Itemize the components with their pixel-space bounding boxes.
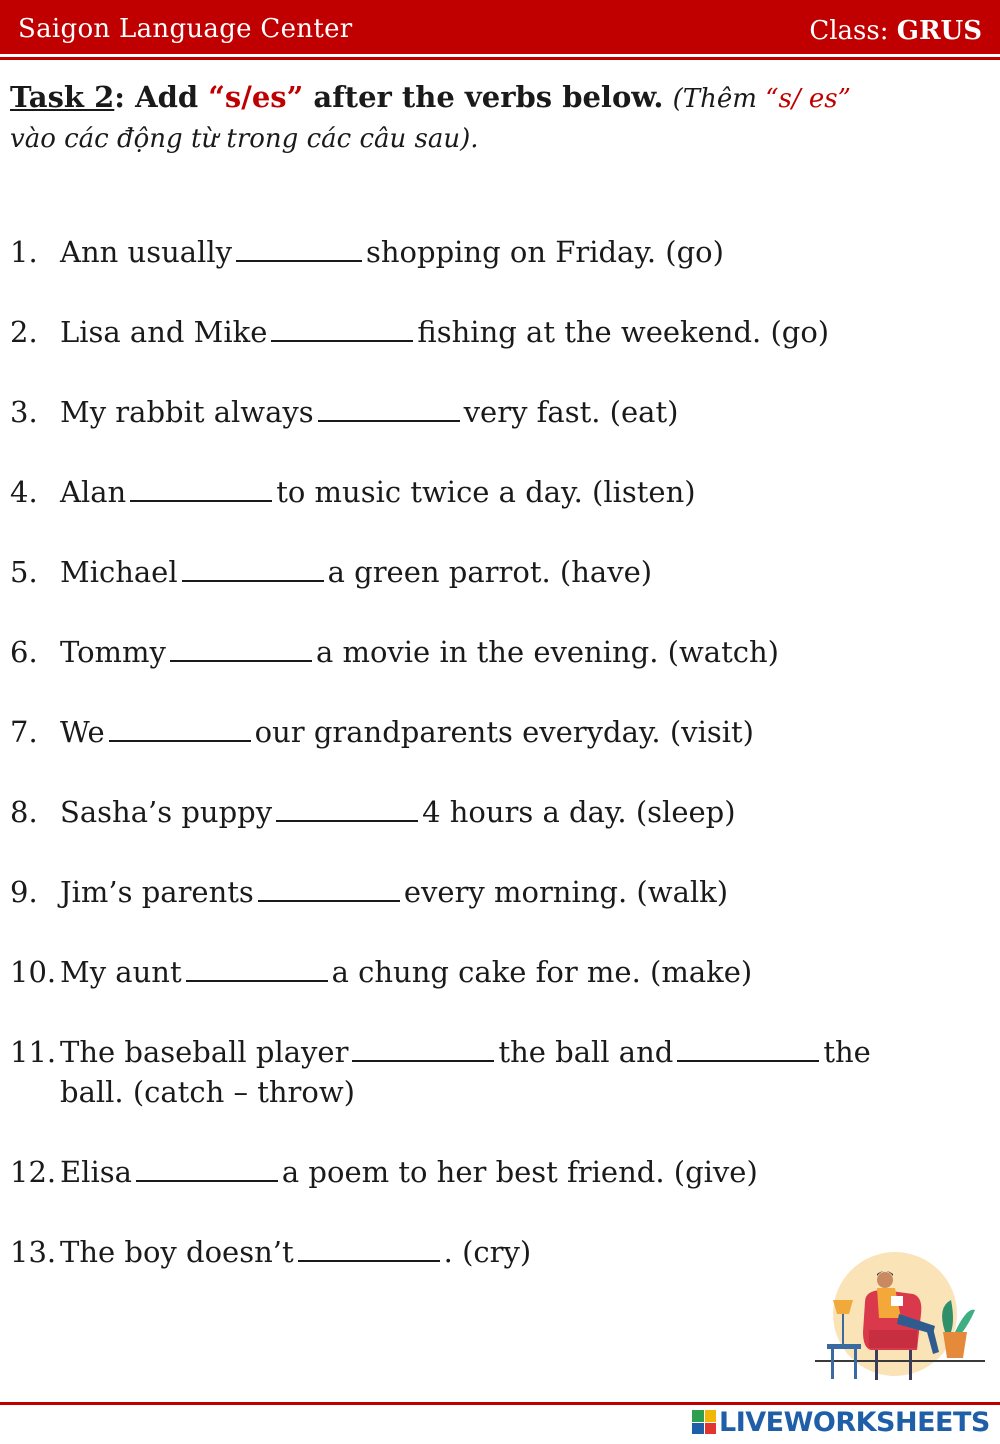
question-number: 8.	[10, 795, 38, 829]
answer-blank[interactable]	[130, 476, 272, 502]
question-number: 11.	[10, 1035, 57, 1069]
question-number: 5.	[10, 555, 38, 589]
answer-blank[interactable]	[109, 716, 251, 742]
question-1	[10, 232, 980, 272]
answer-blank[interactable]	[298, 1236, 440, 1262]
question-text-after: a poem to her best friend. (give)	[281, 1155, 758, 1189]
liveworksheets-logo[interactable]	[692, 1406, 990, 1438]
class-name: GRUS	[896, 16, 982, 46]
question-text-before: Jim’s parents	[60, 875, 254, 909]
task-title	[10, 80, 663, 114]
question-number: 12.	[10, 1155, 57, 1189]
question-3	[10, 392, 980, 432]
question-text-after: the	[823, 1035, 871, 1069]
task-instructions	[10, 78, 985, 158]
question-text-before: Lisa and Mike	[60, 315, 268, 349]
question-12	[10, 1152, 980, 1192]
question-2	[10, 312, 980, 352]
question-text-after: a movie in the evening. (watch)	[315, 635, 779, 669]
header-divider	[0, 57, 1000, 60]
reading-person-illustration	[805, 1252, 985, 1387]
question-number: 2.	[10, 315, 38, 349]
answer-blank[interactable]	[276, 796, 418, 822]
question-text-after: every morning. (walk)	[403, 875, 729, 909]
question-text-after: to music twice a day. (listen)	[276, 475, 696, 509]
answer-blank[interactable]	[136, 1156, 278, 1182]
question-text-before: Tommy	[60, 635, 166, 669]
question-number: 3.	[10, 395, 38, 429]
question-text-before: Michael	[60, 555, 178, 589]
answer-blank[interactable]	[352, 1036, 494, 1062]
task-title-a: : Add	[114, 80, 209, 114]
question-number: 7.	[10, 715, 38, 749]
question-text-before: My aunt	[60, 955, 182, 989]
question-text-before: The boy doesn’t	[60, 1235, 294, 1269]
question-text-before: My rabbit always	[60, 395, 314, 429]
question-text-after: shopping on Friday. (go)	[365, 235, 724, 269]
question-text-after: a green parrot. (have)	[327, 555, 653, 589]
question-text-before: The baseball player	[60, 1035, 349, 1069]
question-number: 4.	[10, 475, 38, 509]
answer-blank[interactable]	[318, 396, 460, 422]
question-9	[10, 872, 980, 912]
answer-blank[interactable]	[236, 236, 362, 262]
question-text-before: Sasha’s puppy	[60, 795, 273, 829]
question-number: 9.	[10, 875, 38, 909]
question-text-before: We	[60, 715, 105, 749]
question-4	[10, 472, 980, 512]
answer-blank[interactable]	[186, 956, 328, 982]
question-text-continued: ball. (catch – throw)	[60, 1075, 355, 1109]
answer-blank[interactable]	[258, 876, 400, 902]
footer-divider	[0, 1402, 1000, 1405]
task-title-quote: “s/es”	[208, 80, 304, 114]
question-text-after: very fast. (eat)	[463, 395, 679, 429]
header-bar	[0, 0, 1000, 54]
question-5	[10, 552, 980, 592]
question-text-after: a chung cake for me. (make)	[331, 955, 753, 989]
question-11	[10, 1032, 980, 1112]
question-text-middle: the ball and	[498, 1035, 674, 1069]
question-text-before: Ann usually	[60, 235, 232, 269]
class-prefix: Class:	[809, 16, 897, 46]
task-number: Task 2	[10, 80, 115, 114]
question-number: 10.	[10, 955, 57, 989]
answer-blank[interactable]	[271, 316, 413, 342]
task-note-quote: “s/ es”	[765, 84, 851, 114]
logo-mark-icon	[692, 1410, 716, 1434]
answer-blank[interactable]	[677, 1036, 819, 1062]
question-text-after: . (cry)	[443, 1235, 532, 1269]
school-name: Saigon Language Center	[18, 14, 353, 44]
question-text-after: fishing at the weekend. (go)	[417, 315, 830, 349]
logo-text: LIVEWORKSHEETS	[719, 1406, 990, 1438]
question-text-after: 4 hours a day. (sleep)	[422, 795, 736, 829]
class-label	[809, 16, 982, 46]
task-note-b: vào các động từ trong các câu sau).	[10, 124, 479, 154]
answer-blank[interactable]	[182, 556, 324, 582]
task-note-a: (Thêm	[672, 84, 766, 114]
question-text-before: Alan	[60, 475, 127, 509]
question-number: 13.	[10, 1235, 57, 1269]
question-10	[10, 952, 980, 992]
question-7	[10, 712, 980, 752]
task-title-b: after the verbs below.	[303, 80, 664, 114]
answer-blank[interactable]	[170, 636, 312, 662]
question-number: 6.	[10, 635, 38, 669]
question-text-after: our grandparents everyday. (visit)	[254, 715, 754, 749]
question-8	[10, 792, 980, 832]
question-number: 1.	[10, 235, 38, 269]
question-6	[10, 632, 980, 672]
question-text-before: Elisa	[60, 1155, 132, 1189]
